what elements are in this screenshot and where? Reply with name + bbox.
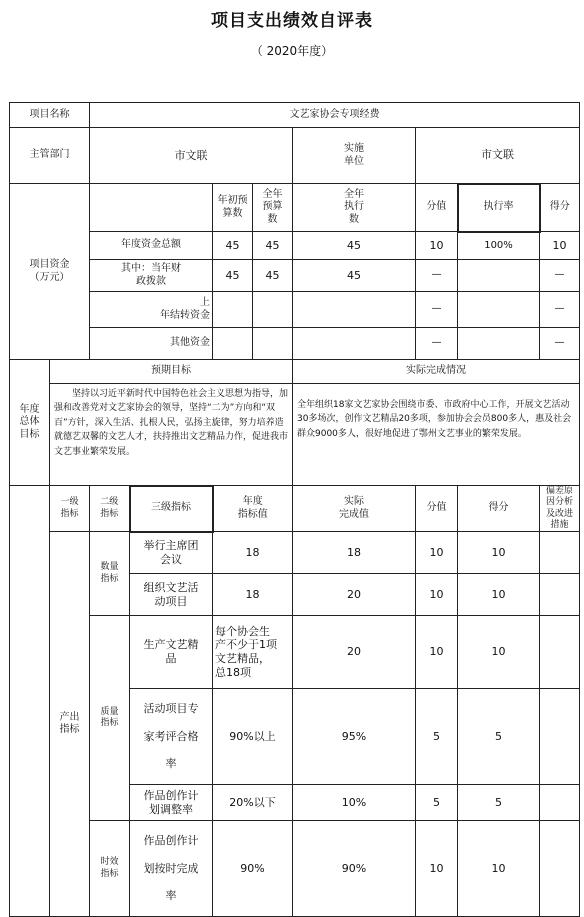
weight-value: 10 — [416, 821, 458, 917]
actual-value: 95% — [293, 689, 416, 785]
funds-budget-full: 45 — [253, 232, 293, 260]
weight-value: 5 — [416, 689, 458, 785]
actual-value: 10% — [293, 785, 416, 821]
funds-exec-rate: 100% — [458, 232, 540, 260]
dept-label: 主管部门 — [10, 128, 90, 184]
funds-budget-full — [253, 292, 293, 328]
funds-blank — [90, 184, 213, 232]
project-name-value: 文艺家协会专项经费 — [90, 103, 580, 128]
score-value: 10 — [458, 532, 540, 574]
actual-value: 20 — [293, 616, 416, 689]
project-name-label: 项目名称 — [10, 103, 90, 128]
level3-name: 组织文艺活 动项目 — [130, 574, 213, 616]
funds-score: — — [540, 328, 580, 360]
level2-label: 质量 指标 — [90, 616, 130, 821]
performance-indicators-cell — [10, 486, 50, 917]
funds-budget-full: 45 — [253, 260, 293, 292]
funds-exec-full: 45 — [293, 260, 416, 292]
target-value: 90% — [213, 821, 293, 917]
level3-header: 三级指标 — [130, 486, 213, 532]
funds-exec-rate — [458, 328, 540, 360]
budget-full-header: 全年 预算 数 — [253, 184, 293, 232]
funds-row-label: 上 年结转资金 — [90, 292, 213, 328]
form-year: （ 2020年度） — [250, 44, 334, 58]
weight-value: 10 — [416, 574, 458, 616]
level3-name: 作品创作计 划调整率 — [130, 785, 213, 821]
funds-budget-initial — [213, 328, 253, 360]
level2-label: 时效 指标 — [90, 821, 130, 917]
form-title: 项目支出绩效自评表 — [211, 11, 373, 31]
funds-exec-full — [293, 328, 416, 360]
funds-budget-initial: 45 — [213, 260, 253, 292]
funds-score: 10 — [540, 232, 580, 260]
funds-row-label: 其中：当年财 政拨款 — [90, 260, 213, 292]
actual-value: 90% — [293, 821, 416, 917]
evaluation-table — [9, 102, 580, 917]
funds-row-label: 其他资金 — [90, 328, 213, 360]
weight-value: 10 — [416, 616, 458, 689]
level2-header: 二级 指标 — [90, 486, 130, 532]
score-value: 10 — [458, 821, 540, 917]
funds-exec-full — [293, 292, 416, 328]
impl-unit-value: 市文联 — [416, 128, 580, 184]
funds-weight: 10 — [416, 232, 458, 260]
funds-score: — — [540, 260, 580, 292]
deviation-header: 偏差原因分析 及改进措施 — [540, 486, 580, 532]
funds-exec-rate — [458, 260, 540, 292]
level1-output-label: 产出 指标 — [50, 532, 90, 917]
funds-score: — — [540, 292, 580, 328]
deviation-value — [540, 785, 580, 821]
goals-label: 年度 总体 目标 — [10, 360, 50, 486]
funds-budget-initial — [213, 292, 253, 328]
weight-value: 10 — [416, 532, 458, 574]
actual-value: 18 — [293, 532, 416, 574]
score-value: 10 — [458, 574, 540, 616]
target-value: 18 — [213, 532, 293, 574]
deviation-value — [540, 821, 580, 917]
exec-rate-header: 执行率 — [458, 184, 540, 232]
target-value: 20%以下 — [213, 785, 293, 821]
funds-label: 项目资金 （万元） — [10, 184, 90, 360]
target-value: 90%以上 — [213, 689, 293, 785]
budget-initial-header: 年初预算数 — [213, 184, 253, 232]
actual-value: 20 — [293, 574, 416, 616]
funds-weight: — — [416, 328, 458, 360]
deviation-value — [540, 689, 580, 785]
actual-result-text: 全年组织18家文艺家协会围绕市委、市政府中心工作，开展文艺活动30多场次，创作文艺精品20多项，参加协会会员800多人，惠及社会群众9000多人，很好地促进了鄂州文艺事业的繁荣发展。 — [293, 384, 580, 486]
level2-label: 数量 指标 — [90, 532, 130, 616]
exec-full-header: 全年 执行 数 — [293, 184, 416, 232]
funds-exec-rate — [458, 292, 540, 328]
weight-header: 分值 — [416, 184, 458, 232]
weight-value: 5 — [416, 785, 458, 821]
deviation-value — [540, 616, 580, 689]
level3-name: 活动项目专 家考评合格 率 — [130, 689, 213, 785]
level1-header: 一级 指标 — [50, 486, 90, 532]
score-value: 5 — [458, 689, 540, 785]
score-header: 得分 — [458, 486, 540, 532]
expected-goal-text: 坚持以习近平新时代中国特色社会主义思想为指导，加强和改善党对文艺家协会的领导，坚持“二为”方向和“双百”方针，深入生活、扎根人民，弘扬主旋律，努力培养造就德艺双馨的文艺人才，扶持推出文艺精品力作，促进我市文艺事业繁荣发展。 — [50, 384, 293, 486]
target-value: 18 — [213, 574, 293, 616]
funds-exec-full: 45 — [293, 232, 416, 260]
funds-weight: — — [416, 292, 458, 328]
level3-name: 作品创作计 划按时完成 率 — [130, 821, 213, 917]
deviation-value — [540, 574, 580, 616]
expected-goal-header: 预期目标 — [50, 360, 293, 384]
level3-name: 生产文艺精 品 — [130, 616, 213, 689]
weight-header: 分值 — [416, 486, 458, 532]
deviation-value — [540, 532, 580, 574]
target-header: 年度 指标值 — [213, 486, 293, 532]
target-value: 每个协会生 产不少于1项 文艺精品， 总18项 — [213, 616, 293, 689]
funds-weight: — — [416, 260, 458, 292]
dept-value: 市文联 — [90, 128, 293, 184]
actual-header: 实际 完成值 — [293, 486, 416, 532]
funds-row-label: 年度资金总额 — [90, 232, 213, 260]
actual-result-header: 实际完成情况 — [293, 360, 580, 384]
score-value: 10 — [458, 616, 540, 689]
level3-name: 举行主席团 会议 — [130, 532, 213, 574]
score-header: 得分 — [540, 184, 580, 232]
funds-budget-full — [253, 328, 293, 360]
score-value: 5 — [458, 785, 540, 821]
impl-unit-label: 实施 单位 — [293, 128, 416, 184]
funds-budget-initial: 45 — [213, 232, 253, 260]
